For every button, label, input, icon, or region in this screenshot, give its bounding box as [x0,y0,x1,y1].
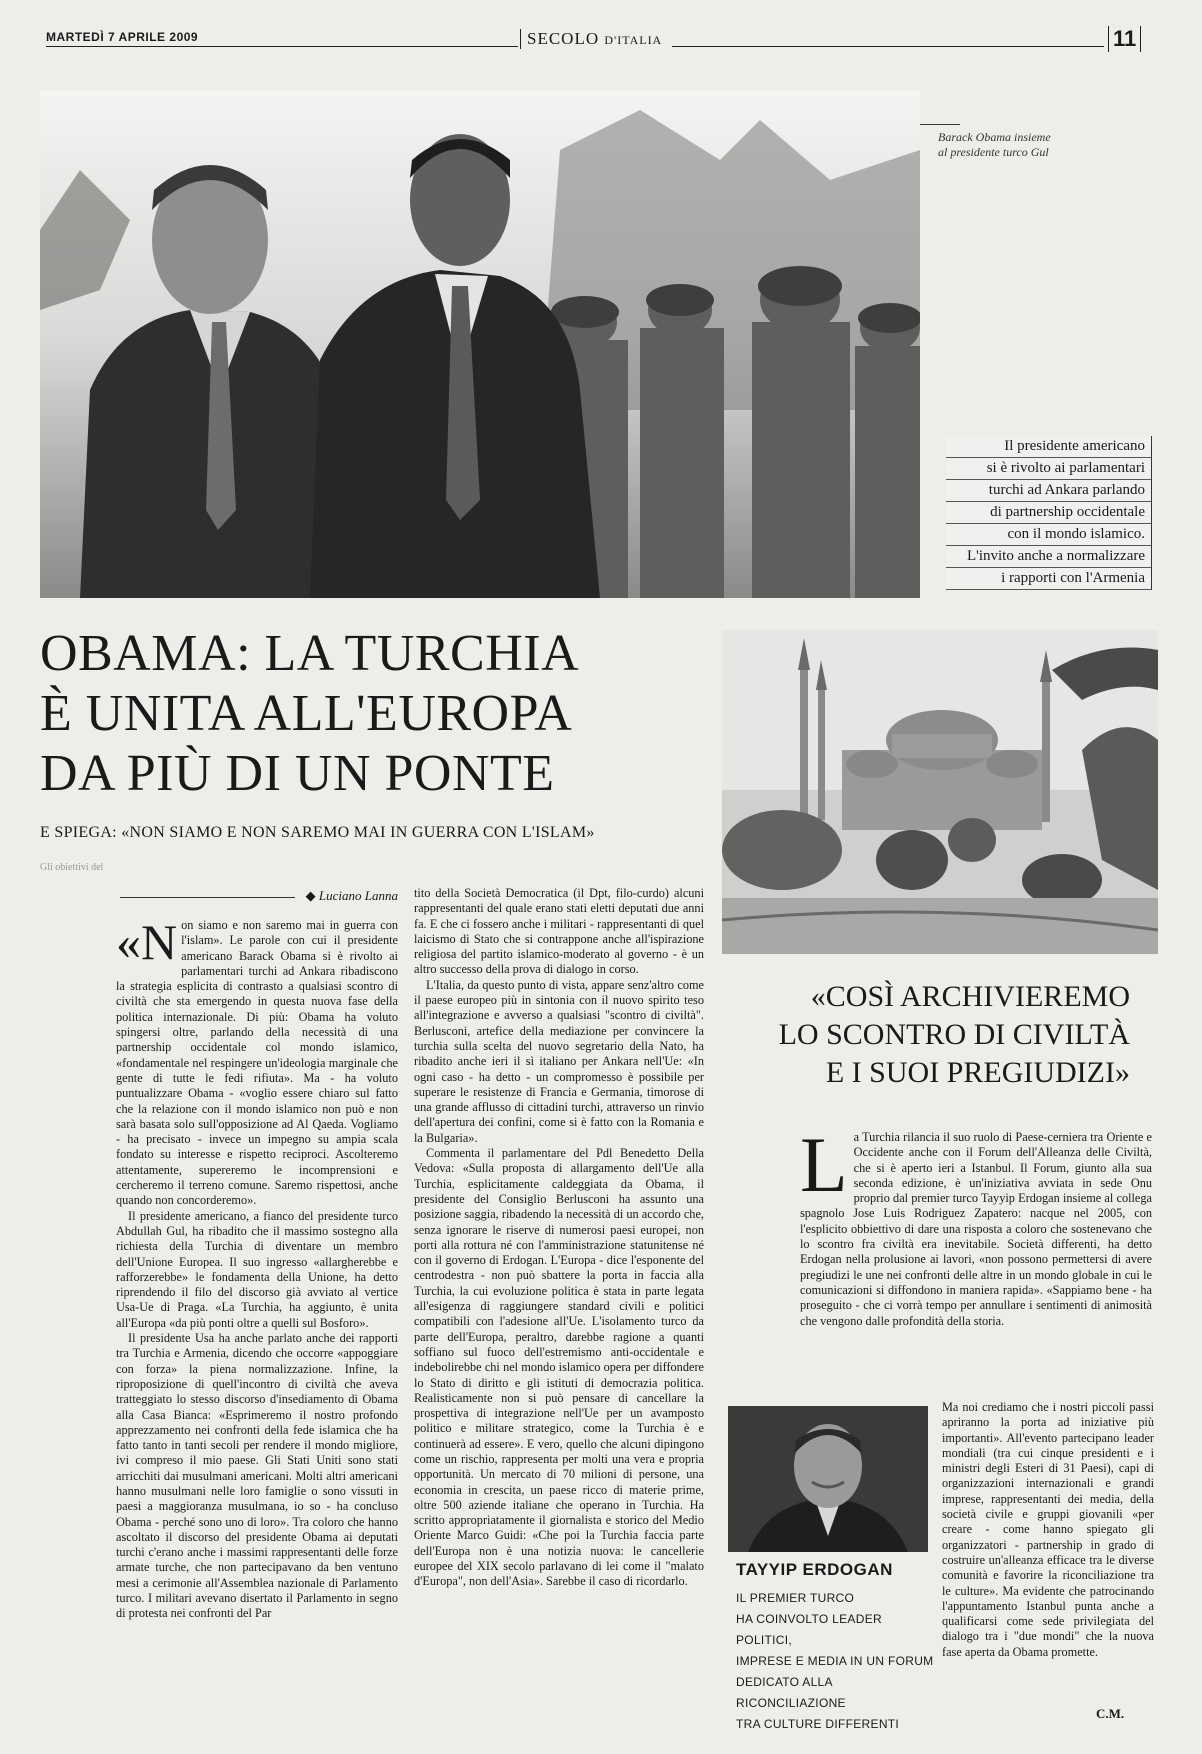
pull-quote [720,978,1130,1092]
paragraph-text: on siamo e non saremo mai in guerra con l'islam». Le parole con cui il presidente americano Barack Obama si è rivolto ai parlamentari turchi ad Ankara ribadiscono la strategia esplicita di contrasto a qualsiasi scontro di civiltà che sta emergendo in questa nuova fase della politica internazionale. Di più: Obama ha voluto spingersi oltre, parlando della necessità di una partnership occidentale col mondo islamico, «fondamentale nel respingere un'ideologia marginale che gente di tutte le fedi rifiuta». Ma - ha voluto puntualizzare Obama - «voglio essere chiaro sul fatto che la relazione con il mondo islamico non può e non sarà basata solo sull'opposizione ad Al Qaeda. Vogliamo - ha precisato - invece un impegno su ampia scala fondato su interesse e rispetto reciproci. Ascolteremo attentamente, supereremo le incomprensioni e cercheremo il terreno comune. Saremo rispettosi, anche quando non concorderemo». [116,918,398,1208]
article-column-3-top [800,1130,1152,1398]
article-column-1 [116,918,398,1718]
article-paragraph: Il presidente Usa ha anche parlato anche dei rapporti tra Turchia e Armenia, dicendo che occorre «appoggiare con forza» la piena normalizzazione. Infine, la riproposizione di quell'incontro di civiltà che aveva tratteggiato lo stesso discorso d'insediamento di Obama alla Casa Bianca: «Esprimeremo il nostro profondo apprezzamento nei confronti della fede islamica che ha fatto tanto in tanti secoli per rendere il mondo migliore, ivi compreso il mio paese. Gli Stati Uniti sono stati arricchiti dai musulmani americani. Molti altri americani hanno musulmani nelle loro famiglie o sono vissuti in paesi a maggioranza musulmana, io so - ha concluso Obama - perché sono uno di loro». Tra coloro che hanno ascoltato il discorso del presidente Obama ai deputati turchi c'erano anche i massimi rappresentanti delle forze armate turche, che non partecipavano da ben ventuno mesi a cerimonie all'Assemblea nazionale di Parlamento turco. I militari avevano disertato il Parlamento in segno di protesta nei confronti del Par [116,1331,398,1621]
masthead-small: D'ITALIA [604,33,663,47]
article-paragraph: tito della Società Democratica (il Dpt, filo-curdo) alcuni rappresentanti del quale erano stati eletti deputati due anni fa. E che ci fossero anche i militari - rappresentanti di quel laicismo di Stato che si contrappone anche all'ispirazione religiosa del partito islamico-moderato al governo - è un altro successo della prova di dialogo in corso. [414,886,704,977]
pull-box [946,436,1152,590]
article-column-2 [414,886,704,1718]
erdogan-caption-line: HA COINVOLTO LEADER POLITICI, [736,1612,882,1647]
article-paragraph: Il presidente americano, a fianco del presidente turco Abdullah Gul, ha ribadito che il massimo sostegno alla richiesta della Turchia di diventare un membro dell'Unione Europea. Il suo ingresso «allargherebbe e rafforzerebbe» le fondamenta della Unione, ha detto riprendendo il filo del discorso già avviato al vertice Usa-Ue di Praga. «La Turchia, ha aggiunto, è unita all'Europa «da più ponti oltre a quelli sul Bosforo». [116,1208,398,1330]
istanbul-photo [722,630,1158,954]
erdogan-photo [728,1406,928,1552]
pull-box-line: i rapporti con l'Armenia [946,568,1152,590]
photo-caption-line: al presidente turco Gul [938,145,1049,159]
erdogan-caption-line: IL PREMIER TURCO [736,1591,855,1605]
pull-quote-line: LO SCONTRO DI CIVILTÀ [778,1018,1130,1051]
pull-box-line: di partnership occidentale [946,502,1152,524]
pull-quote-line: «COSÌ ARCHIVIEREMO [810,980,1130,1013]
headline [40,624,720,804]
erdogan-caption [736,1588,936,1735]
headline-line: È UNITA ALL'EUROPA [40,685,573,742]
erdogan-caption-line: DEDICATO ALLA RICONCILIAZIONE [736,1675,846,1710]
pull-box-line: L'invito anche a normalizzare [946,546,1152,568]
author-byline: ◆ Luciano Lanna [120,888,398,904]
headline-line: OBAMA: LA TURCHIA [40,625,580,682]
erdogan-name: TAYYIP ERDOGAN [736,1560,893,1579]
page-number: 11 [1108,26,1141,52]
drop-cap: L [800,1130,848,1208]
photo-caption-line: Barack Obama insieme [938,130,1051,144]
headline-line: DA PIÙ DI UN PONTE [40,745,555,802]
drop-cap: «N [116,918,178,970]
header-rule-right [672,46,1104,47]
article-paragraph [800,1130,1152,1329]
article-paragraph [116,918,398,1209]
signoff: C.M. [1096,1706,1125,1721]
subhead: E SPIEGA: «NON SIAMO E NON SAREMO MAI IN GUERRA CON L'ISLAM» [40,824,595,841]
faint-line: Gli obiettivi del [40,862,104,873]
pull-quote-line: E I SUOI PREGIUDIZI» [825,1056,1130,1089]
pull-box-line: turchi ad Ankara parlando [946,480,1152,502]
masthead-title: SECOLO [527,29,600,48]
paragraph-text: a Turchia rilancia il suo ruolo di Paese-cerniera tra Oriente e Occidente anche con il Forum dell'Alleanza delle Civiltà, che si è aperto ieri a Istanbul. Il Forum, giunto alla sua seconda edizione, è un'iniziativa avviata in sede Onu proprio dal premier turco Tayyip Erdogan insieme al collega spagnolo Jose Luis Rodriguez Zapatero: nacque nel 2005, con l'esplicito obbiettivo di dare una risposta a coloro che sostenevano che lo scontro fra civiltà era inevitabile. Società differenti, ha detto Erdogan nella prolusione ai lavori, «non possono permettersi di avere pregiudizi le une nei confronti delle altre in un mondo globale in cui le comunicazioni si diffondono in maniera rapida». «Sappiamo bene - ha proseguito - che ci vorrà tempo per annullare i sentimenti di animosità che vengono dalle profondità della storia. [800,1130,1152,1328]
pull-box-line: Il presidente americano [946,436,1152,458]
erdogan-caption-line: TRA CULTURE DIFFERENTI [736,1717,900,1731]
article-column-3-bottom [942,1400,1154,1700]
erdogan-caption-line: IMPRESE E MEDIA IN UN FORUM [736,1654,934,1668]
article-paragraph: Commenta il parlamentare del Pdl Benedetto Della Vedova: «Sulla proposta di allargamento dell'Ue alla Turchia, esplicitamente caldeggiata da Obama, il presidente del Consiglio Berlusconi ha assunto una posizione saggia, ribadendo la necessità di un accordo che, senza ignorare le riserve di numerosi paesi europei, non porti alla rottura né con l'amministrazione statunitense né con il governo di Erdogan. L'Europa - dice l'esponente del centrodestra - non può sbattere la porta in faccia alla Turchia, la cui evoluzione politica è stata in parte legata all'esigenza di raggiungere standard civili e politici compatibili con l'adesione all'Ue. L'isolamento turco da parte dell'Europa, peraltro, darebbe ragione a quanti soffiano sul fuoco dell'estremismo anti-occidentale e indebolirebbe chi nel mondo islamico opera per diffondere lo Stato di diritto e gli istituti di democrazia politica. Realisticamente non si può pensare di cancellare la prospettiva di integrazione nell'Ue per un avamposto politico e militare strategico, come la Turchia è e continuerà ad essere». E vero, quello che alcuni dipingono come un rischio, rappresenta per molti una vera e propria opportunità. Un mercato di 70 milioni di persone, una economia in crescita, un paese ricco di materie prime, oltre 500 aziende italiane che operano in Turchia. Ha scritto appropriatamente il giornalista e storico del Medio Oriente Marco Guidi: «Che poi la Turchia faccia parte dell'Europa non è una notizia nuova: le cancellerie europee del XIX secolo parlavano di lei come il "malato d'Europa", non dell'Asia». Sarebbe il caso di ricordarlo. [414,1146,704,1589]
article-paragraph: Ma noi crediamo che i nostri piccoli passi apriranno la porta ad iniziative più importanti». All'evento partecipano leader mondiali (tra cui cinque presidenti e i ministri degli Esteri di 31 Paesi), capi di organizzazioni internazionali e grandi imprese, rappresentanti dei media, della società civile e gruppi giovanili «per creare - come hanno spiegato gli organizzatori - partnership in grado di costruire un'alleanza efficace tra le diverse comunità e favorire la riconciliazione tra le culture». Ma evidente che patrocinando l'appuntamento Istanbul punta anche a qualificarsi come sede privilegiata del dialogo tra i "due mondi" che la nuova fase aperta da Obama promette. [942,1400,1154,1659]
photo-caption [938,130,1051,160]
pull-box-line: con il mondo islamico. [946,524,1152,546]
header-rule-left [46,46,518,47]
pull-box-line: si è rivolto ai parlamentari [946,458,1152,480]
header-date: MARTEDÌ 7 APRILE 2009 [46,30,199,44]
main-photo [40,90,920,598]
masthead [520,29,668,49]
article-paragraph: L'Italia, da questo punto di vista, appare senz'altro come il paese europeo più in sintonia con il nuovo spirito teso all'integrazione e avverso a qualsiasi "scontro di civiltà". Berlusconi, artefice della mediazione per convincere la turchia sulla scelta del nuovo segretario della Nato, ha ribadito anche ieri il sì italiano per Ankara nell'Ue: «In ogni caso - ha detto - un compromesso è possibile per superare le resistenze di Francia e Germania, timorose di una grande afflusso di cittadini turchi, attraverso un rinvio dell'apertura dei confini, come si è fatto con la Romania e la Bulgaria». [414,977,704,1145]
